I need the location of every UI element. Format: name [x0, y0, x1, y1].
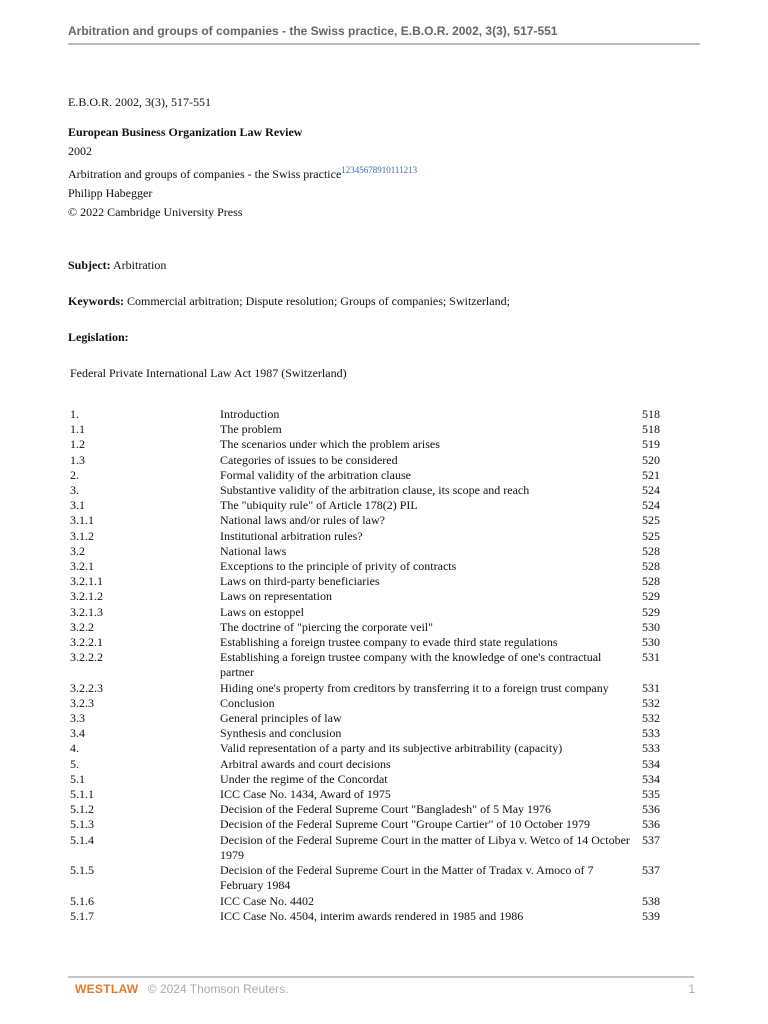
toc-page-number: 538 [642, 893, 660, 908]
toc-page-number: 528 [642, 574, 660, 589]
toc-row[interactable] [70, 696, 670, 711]
toc-row[interactable] [70, 726, 670, 741]
running-header: Arbitration and groups of companies - the Swiss practice, E.B.O.R. 2002, 3(3), 517-551 [68, 24, 558, 38]
toc-row[interactable] [70, 757, 670, 772]
toc-section-number: 3.2.2 [70, 619, 94, 634]
toc-section-title: Introduction [220, 407, 280, 421]
keywords-value: Commercial arbitration; Dispute resolution; Groups of companies; Switzerland; [124, 294, 510, 308]
toc-section-title: The "ubiquity rule" of Article 178(2) PIL [220, 498, 418, 513]
toc-section-number: 1.2 [70, 437, 85, 452]
subject-label: Subject: [68, 258, 111, 272]
toc-page-number: 528 [642, 559, 660, 574]
copyright-line: © 2022 Cambridge University Press [68, 205, 243, 219]
toc-row[interactable] [70, 817, 670, 832]
toc-section-title: Laws on estoppel [220, 604, 304, 619]
toc-section-title: Formal validity of the arbitration clause [220, 467, 411, 482]
toc-page-number: 539 [642, 908, 660, 923]
footer-copyright: © 2024 Thomson Reuters. [147, 982, 289, 996]
toc-section-number: 5.1.5 [70, 863, 94, 878]
toc-section-number: 5.1.7 [70, 908, 94, 923]
toc-section-number: 3.2.1 [70, 559, 94, 574]
toc-section-number: 1.1 [70, 422, 85, 437]
toc-section-title: ICC Case No. 4504, interim awards rendered in 1985 and 1986 [220, 908, 524, 923]
toc-section-title: Exceptions to the principle of privity of contracts [220, 559, 457, 574]
toc-page-number: 531 [642, 650, 660, 665]
toc-page-number: 536 [642, 817, 660, 832]
toc-section-title: Arbitral awards and court decisions [220, 756, 391, 771]
toc-section-number: 3.2.3 [70, 695, 94, 710]
citation: E.B.O.R. 2002, 3(3), 517-551 [68, 95, 211, 109]
toc-row[interactable] [70, 787, 670, 802]
toc-section-title: General principles of law [220, 711, 342, 726]
toc-section-number: 3.2.1.1 [70, 574, 103, 589]
toc-page-number: 536 [642, 802, 660, 817]
toc-row[interactable] [70, 437, 670, 452]
toc-page-number: 530 [642, 619, 660, 634]
toc-section-title: Categories of issues to be considered [220, 452, 398, 467]
toc-row[interactable] [70, 894, 670, 909]
toc-row[interactable] [70, 453, 670, 468]
toc-page-number: 524 [642, 483, 660, 498]
subject-value: Arbitration [110, 258, 167, 272]
toc-page-number: 520 [642, 452, 660, 467]
toc-section-number: 5.1.4 [70, 832, 94, 847]
toc-page-number: 531 [642, 680, 660, 695]
toc-page-number: 524 [642, 498, 660, 513]
toc-section-title: Synthesis and conclusion [220, 726, 342, 741]
header-divider [68, 43, 700, 45]
toc-page-number: 533 [642, 741, 660, 756]
toc-row[interactable] [70, 635, 670, 650]
toc-section-title: Under the regime of the Concordat [220, 771, 388, 786]
toc-row[interactable] [70, 620, 670, 635]
toc-section-title: ICC Case No. 1434, Award of 1975 [220, 787, 391, 802]
spacer [68, 311, 668, 328]
toc-row[interactable] [70, 833, 670, 863]
toc-section-title: Decision of the Federal Supreme Court "Groupe Cartier" of 10 October 1979 [220, 817, 591, 832]
toc-section-title: The problem [220, 422, 282, 437]
toc-row[interactable] [70, 605, 670, 620]
toc-page-number: 532 [642, 711, 660, 726]
toc-section-title: Valid representation of a party and its subjective arbitrability (capacity) [220, 741, 563, 756]
toc-row[interactable] [70, 772, 670, 787]
westlaw-logo: WESTLAW [75, 982, 139, 996]
toc-section-number: 5.1.3 [70, 817, 94, 832]
toc-section-title: Establishing a foreign trustee company with the knowledge of one's contractual partner [220, 650, 602, 680]
subject-line [68, 256, 668, 275]
toc-section-number: 1.3 [70, 452, 85, 467]
toc-section-title: Decision of the Federal Supreme Court in the matter of Libya v. Wetco of 14 October 1979 [220, 832, 630, 862]
toc-section-number: 2. [70, 467, 79, 482]
keywords-line [68, 292, 668, 311]
toc-row[interactable] [70, 589, 670, 604]
article-title-text: Arbitration and groups of companies - the Swiss practice [68, 167, 342, 181]
article-title [68, 161, 668, 184]
toc-section-title: Decision of the Federal Supreme Court "Bangladesh" of 5 May 1976 [220, 802, 552, 817]
toc-section-title: ICC Case No. 4402 [220, 893, 314, 908]
legislation-value: Federal Private International Law Act 1987 (Switzerland) [70, 366, 347, 380]
toc-page-number: 537 [642, 832, 660, 847]
spacer [68, 347, 668, 364]
toc-section-title: Conclusion [220, 695, 275, 710]
toc-row[interactable] [70, 544, 670, 559]
legislation-label: Legislation: [68, 330, 129, 344]
footnote-links[interactable]: 12345678910111213 [341, 165, 418, 175]
journal-name: European Business Organization Law Review [68, 125, 303, 139]
toc-section-number: 1. [70, 407, 79, 421]
toc-row[interactable] [70, 529, 670, 544]
toc-section-number: 3.2.1.2 [70, 589, 103, 604]
toc-section-title: National laws [220, 543, 287, 558]
toc-section-number: 3.2.2.3 [70, 680, 103, 695]
toc-page-number: 521 [642, 467, 660, 482]
toc-section-number: 3.3 [70, 711, 85, 726]
toc-section-number: 5.1.1 [70, 787, 94, 802]
toc-section-number: 3.2.1.3 [70, 604, 103, 619]
toc-row[interactable] [70, 909, 670, 924]
toc-row[interactable] [70, 574, 670, 589]
spacer [68, 222, 668, 256]
toc-page-number: 530 [642, 635, 660, 650]
toc-section-number: 5. [70, 756, 79, 771]
page-footer [75, 982, 695, 996]
toc-row[interactable] [70, 468, 670, 483]
toc-page-number: 534 [642, 756, 660, 771]
toc-section-number: 4. [70, 741, 79, 756]
toc-row[interactable] [70, 711, 670, 726]
toc-page-number: 525 [642, 513, 660, 528]
toc-section-number: 5.1 [70, 771, 85, 786]
table-of-contents [70, 407, 670, 924]
toc-page-number: 525 [642, 528, 660, 543]
toc-page-number: 534 [642, 771, 660, 786]
toc-row[interactable] [70, 559, 670, 574]
toc-page-number: 532 [642, 695, 660, 710]
spacer [68, 275, 668, 292]
toc-section-title: Laws on representation [220, 589, 332, 604]
toc-section-title: Hiding one's property from creditors by transferring it to a foreign trust company [220, 680, 609, 695]
author: Philipp Habegger [68, 186, 153, 200]
toc-page-number: 533 [642, 726, 660, 741]
toc-row[interactable] [70, 681, 670, 696]
spacer [68, 112, 668, 123]
toc-row[interactable] [70, 407, 670, 422]
toc-page-number: 529 [642, 604, 660, 619]
toc-section-title: Substantive validity of the arbitration clause, its scope and reach [220, 483, 530, 498]
toc-section-title: The doctrine of "piercing the corporate veil" [220, 619, 434, 634]
toc-row[interactable] [70, 741, 670, 756]
page-number: 1 [688, 982, 695, 996]
toc-section-title: Establishing a foreign trustee company to evade third state regulations [220, 635, 558, 650]
publication-year: 2002 [68, 144, 92, 158]
toc-page-number: 518 [642, 407, 660, 421]
toc-section-number: 3.2 [70, 543, 85, 558]
toc-page-number: 528 [642, 543, 660, 558]
toc-section-number: 3. [70, 483, 79, 498]
toc-section-number: 3.2.2.1 [70, 635, 103, 650]
toc-section-title: Decision of the Federal Supreme Court in the Matter of Tradax v. Amoco of 7 February 1984 [220, 863, 594, 893]
toc-row[interactable] [70, 483, 670, 498]
toc-row[interactable] [70, 513, 670, 528]
toc-row[interactable] [70, 650, 670, 680]
toc-row[interactable] [70, 422, 670, 437]
toc-page-number: 535 [642, 787, 660, 802]
toc-page-number: 518 [642, 422, 660, 437]
toc-page-number: 537 [642, 863, 660, 878]
toc-section-number: 3.1.2 [70, 528, 94, 543]
toc-section-title: Laws on third-party beneficiaries [220, 574, 380, 589]
toc-page-number: 519 [642, 437, 660, 452]
toc-row[interactable] [70, 863, 670, 893]
document-body [68, 93, 668, 383]
keywords-label: Keywords: [68, 294, 124, 308]
toc-section-title: The scenarios under which the problem arises [220, 437, 440, 452]
toc-section-number: 3.4 [70, 726, 85, 741]
toc-section-title: National laws and/or rules of law? [220, 513, 385, 528]
toc-section-number: 5.1.6 [70, 893, 94, 908]
toc-row[interactable] [70, 498, 670, 513]
toc-section-title: Institutional arbitration rules? [220, 528, 363, 543]
toc-page-number: 529 [642, 589, 660, 604]
toc-section-number: 5.1.2 [70, 802, 94, 817]
toc-row[interactable] [70, 802, 670, 817]
toc-section-number: 3.2.2.2 [70, 650, 103, 665]
toc-section-number: 3.1 [70, 498, 85, 513]
footer-divider [68, 976, 694, 978]
toc-section-number: 3.1.1 [70, 513, 94, 528]
